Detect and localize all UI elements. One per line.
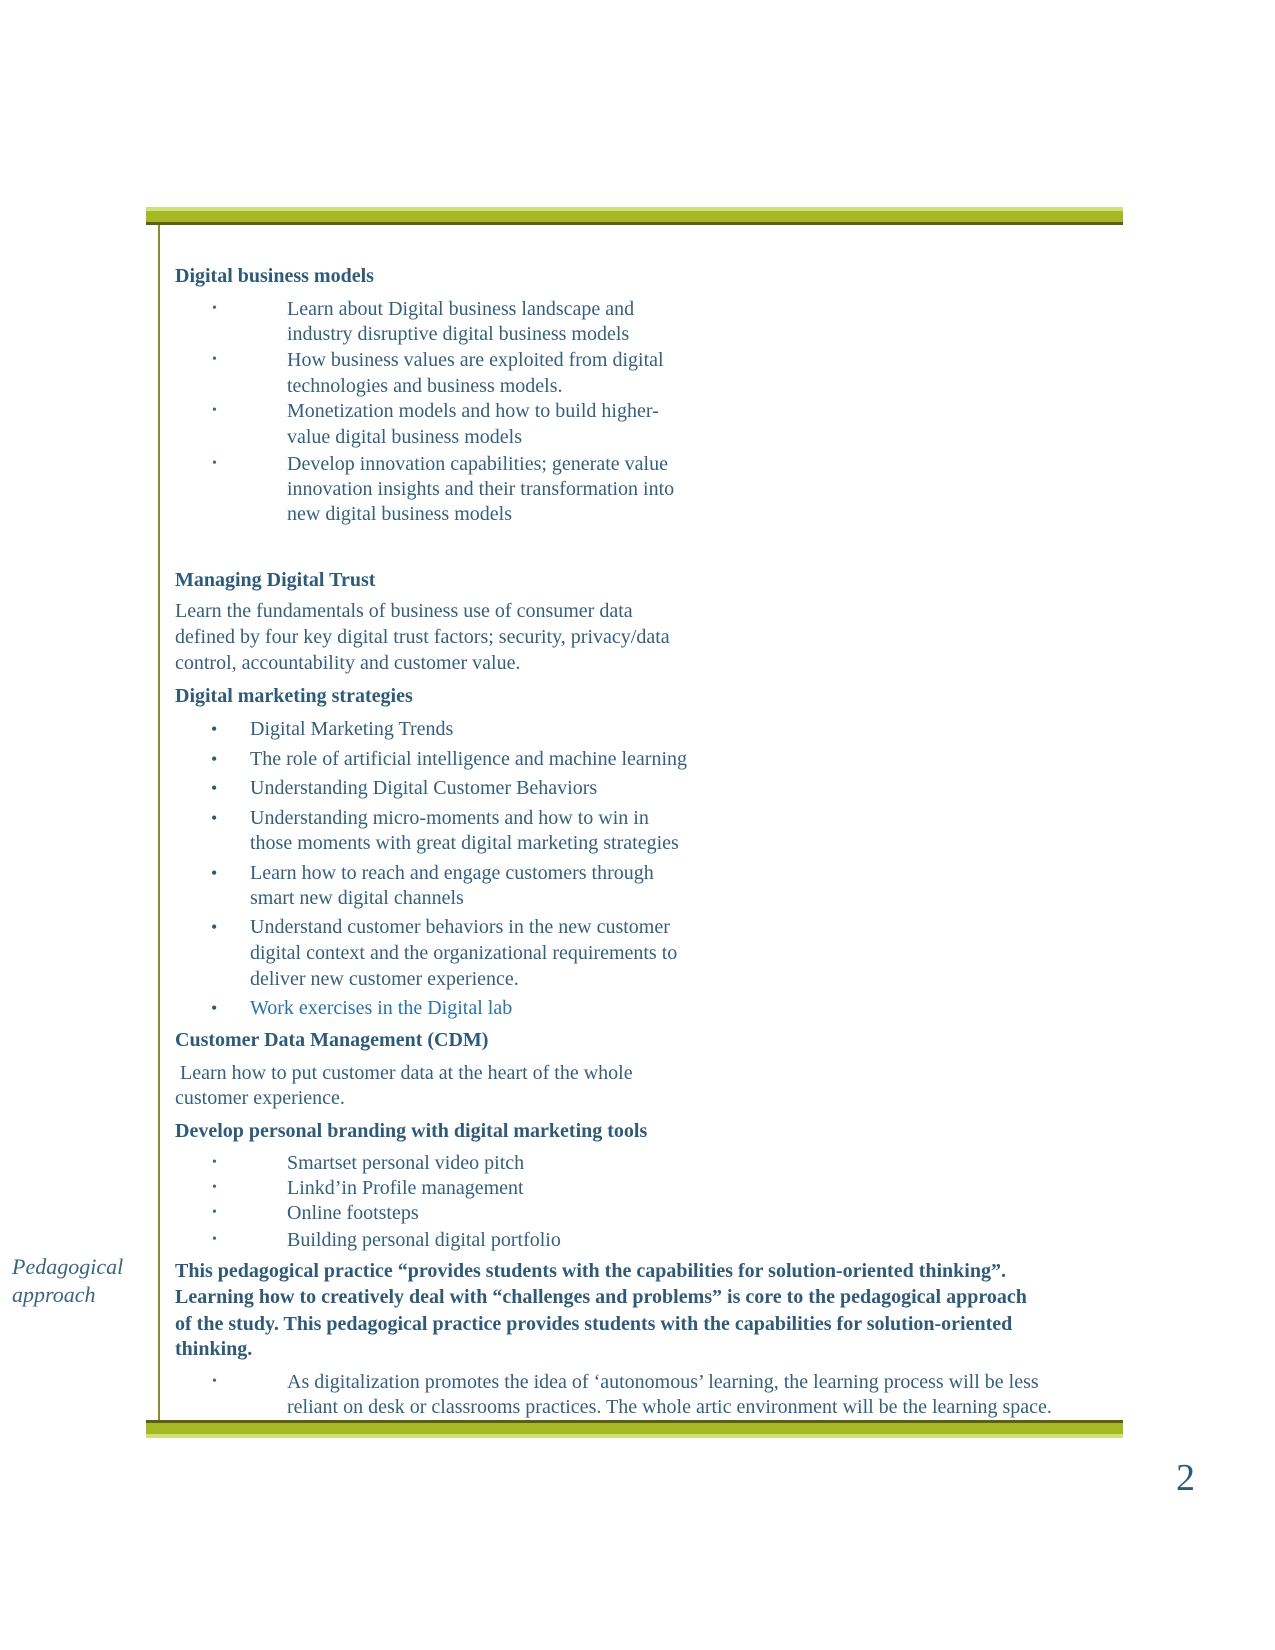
list-item-text: How business values are exploited from digital: [287, 349, 664, 371]
body-text: Learn the fundamentals of business use of consumer data: [175, 600, 633, 622]
list-item-text: deliver new customer experience.: [250, 968, 519, 990]
body-text: customer experience.: [175, 1087, 345, 1109]
list-item-text: Smartset personal video pitch: [287, 1152, 525, 1174]
bullet-icon: •: [212, 1374, 217, 1389]
list-item-text: value digital business models: [287, 426, 522, 448]
bullet-icon: •: [211, 863, 218, 883]
body-text: Learn how to put customer data at the heart of the whole: [175, 1062, 633, 1084]
list-item-text: smart new digital channels: [250, 887, 464, 909]
list-item-text: Understanding micro-moments and how to win in: [250, 807, 649, 829]
heading-digital-marketing-strategies: Digital marketing strategies: [175, 685, 413, 707]
list-item-text: Linkd’in Profile management: [287, 1177, 524, 1199]
list-item-text: digital context and the organizational requirements to: [250, 942, 678, 964]
heading-customer-data-management: Customer Data Management (CDM): [175, 1029, 489, 1051]
pedagogy-paragraph-line: of the study. This pedagogical practice provides students with the capabilities for solution-oriented: [175, 1313, 1013, 1335]
pedagogy-paragraph-line: Learning how to creatively deal with “challenges and problems” is core to the pedagogical approach: [175, 1286, 1027, 1308]
bullet-icon: •: [212, 352, 217, 367]
list-item-text: Learn about Digital business landscape and: [287, 298, 635, 320]
body-text: defined by four key digital trust factors; security, privacy/data: [175, 626, 670, 648]
list-item-text: The role of artificial intelligence and machine learning: [250, 748, 688, 770]
list-item-text: those moments with great digital marketing strategies: [250, 832, 679, 854]
list-item-text: innovation insights and their transformation into: [287, 478, 675, 500]
list-item-text: industry disruptive digital business models: [287, 323, 630, 345]
bullet-icon: •: [211, 778, 218, 798]
bullet-icon: •: [212, 1232, 217, 1247]
list-item-text: As digitalization promotes the idea of ‘autonomous’ learning, the learning process will be less: [287, 1371, 1039, 1393]
list-item-text: new digital business models: [287, 503, 512, 525]
heading-personal-branding: Develop personal branding with digital marketing tools: [175, 1120, 648, 1142]
bottom-decorative-band: [146, 1420, 1123, 1438]
bullet-icon: •: [211, 808, 218, 828]
bullet-icon: •: [212, 403, 217, 418]
side-label-pedagogical: Pedagogical: [12, 1254, 124, 1279]
list-item-digital-lab: Work exercises in the Digital lab: [250, 997, 513, 1019]
list-item-text: Learn how to reach and engage customers through: [250, 862, 654, 884]
list-item-text: Develop innovation capabilities; generate value: [287, 453, 668, 475]
pedagogy-paragraph-line: thinking.: [175, 1338, 253, 1360]
bullet-icon: •: [212, 301, 217, 316]
pedagogy-paragraph-line: This pedagogical practice “provides students with the capabilities for solution-oriented thinking”.: [175, 1260, 1006, 1282]
heading-managing-digital-trust: Managing Digital Trust: [175, 569, 376, 591]
list-item-text: Understand customer behaviors in the new customer: [250, 916, 670, 938]
list-item-text: reliant on desk or classrooms practices. The whole artic environment will be the learning space.: [287, 1396, 1052, 1418]
bullet-icon: •: [211, 917, 218, 937]
bullet-icon: •: [212, 1205, 217, 1220]
bullet-icon: •: [211, 998, 218, 1018]
list-item-text: Understanding Digital Customer Behaviors: [250, 777, 598, 799]
list-item-text: Monetization models and how to build higher-: [287, 400, 659, 422]
heading-digital-business-models: Digital business models: [175, 265, 374, 287]
top-decorative-band: [146, 207, 1123, 225]
bullet-icon: •: [211, 719, 218, 739]
page-number: 2: [1176, 1457, 1195, 1499]
list-item-text: technologies and business models.: [287, 375, 563, 397]
bullet-icon: •: [212, 1180, 217, 1195]
list-item-text: Digital Marketing Trends: [250, 718, 454, 740]
list-item-text: Building personal digital portfolio: [287, 1229, 561, 1251]
bullet-icon: •: [212, 1155, 217, 1170]
bullet-icon: •: [212, 456, 217, 471]
list-item-text: Online footsteps: [287, 1202, 419, 1224]
side-label-approach: approach: [12, 1282, 96, 1307]
left-vertical-rule: [158, 225, 160, 1420]
bullet-icon: •: [211, 749, 218, 769]
body-text: control, accountability and customer value.: [175, 652, 521, 674]
